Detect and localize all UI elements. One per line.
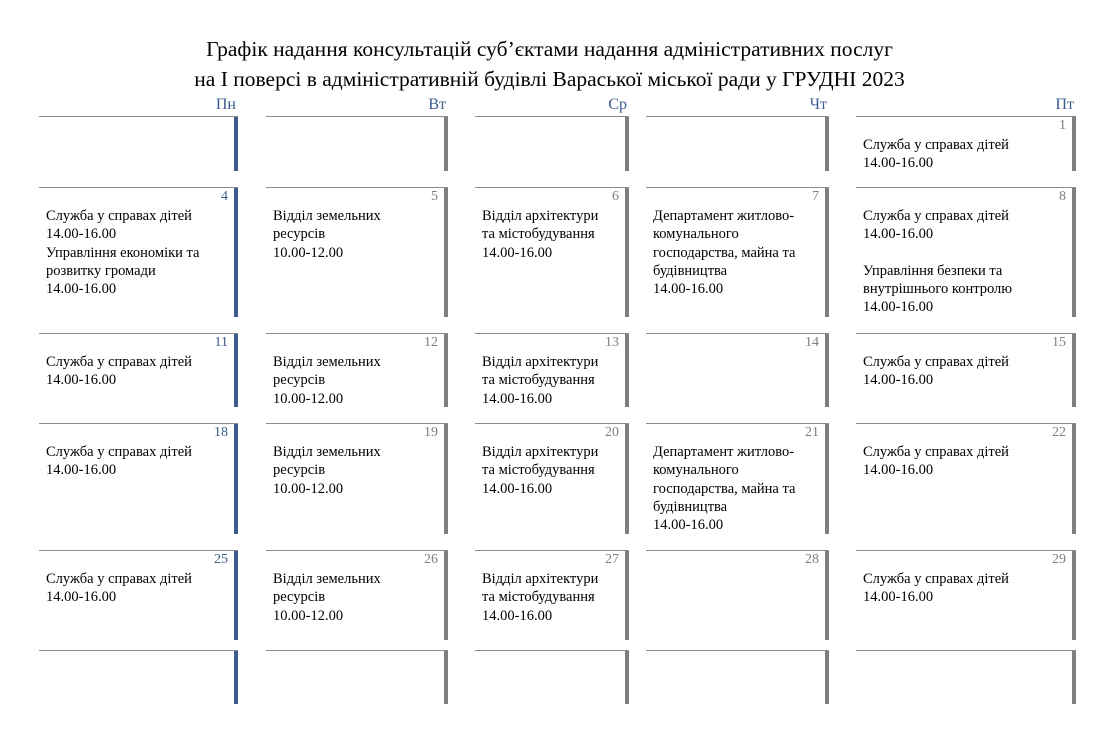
entry-line: Департамент житлово- — [653, 208, 795, 224]
entry-line: Відділ архітектури — [482, 571, 599, 587]
cell-divider-bar — [625, 651, 629, 704]
entry-line: ресурсів — [273, 589, 326, 606]
cell-divider-bar — [625, 424, 629, 534]
entry-line: комунального — [653, 462, 739, 479]
weekday-header: Вт — [428, 96, 446, 113]
entry-line: комунального — [653, 226, 739, 243]
calendar-day-cell — [39, 333, 238, 407]
cell-divider-bar — [825, 651, 829, 704]
entry-line: Служба у справах дітей — [863, 137, 1009, 153]
entry-line: 14.00-16.00 — [863, 589, 934, 606]
cell-divider-bar — [1072, 424, 1076, 534]
day-number: 6 — [612, 189, 619, 204]
cell-divider-bar — [444, 424, 448, 534]
calendar-day-cell — [856, 333, 1076, 407]
consultation-entry — [482, 570, 619, 625]
consultation-entry — [46, 443, 228, 480]
day-number: 12 — [424, 335, 438, 350]
page-title — [0, 34, 1099, 94]
calendar-day-cell — [475, 650, 629, 704]
day-number: 22 — [1052, 425, 1066, 440]
calendar-day-cell — [39, 116, 238, 171]
consultation-entry — [273, 353, 438, 408]
day-number: 13 — [605, 335, 619, 350]
entry-line: Відділ земельних — [273, 354, 381, 370]
cell-divider-bar — [444, 651, 448, 704]
calendar-day-cell — [856, 423, 1076, 534]
entry-line: Служба у справах дітей — [863, 571, 1009, 587]
calendar-day-cell — [475, 116, 629, 171]
calendar-day-cell — [646, 116, 829, 171]
entry-line: Служба у справах дітей — [46, 444, 192, 460]
cell-divider-bar — [825, 551, 829, 640]
calendar-day-cell — [266, 333, 448, 407]
consultation-entry — [46, 207, 228, 298]
cell-divider-bar — [234, 651, 238, 704]
entry-line: Управління економіки та — [46, 244, 200, 261]
entry-line: 14.00-16.00 — [482, 607, 553, 624]
cell-divider-bar — [234, 334, 238, 407]
calendar-day-cell — [856, 650, 1076, 704]
consultation-entry — [273, 443, 438, 498]
entry-line: 14.00-16.00 — [653, 281, 724, 298]
entry-line: та містобудування — [482, 462, 595, 479]
entry-line: господарства, майна та — [653, 244, 796, 261]
consultation-entry — [273, 570, 438, 625]
cell-divider-bar — [234, 117, 238, 171]
calendar-day-cell — [475, 187, 629, 317]
entry-line: 14.00-16.00 — [653, 517, 724, 534]
day-number: 7 — [812, 189, 819, 204]
entry-line: 10.00-12.00 — [273, 244, 344, 261]
cell-divider-bar — [444, 551, 448, 640]
consultation-entry — [863, 443, 1066, 480]
cell-divider-bar — [444, 188, 448, 317]
calendar-day-cell — [475, 423, 629, 534]
calendar-day-cell — [475, 550, 629, 640]
calendar-day-cell — [646, 187, 829, 317]
calendar-day-cell — [266, 116, 448, 171]
entry-line: ресурсів — [273, 226, 326, 243]
entry-line: 14.00-16.00 — [863, 462, 934, 479]
cell-divider-bar — [1072, 651, 1076, 704]
entry-line: будівництва — [653, 498, 728, 515]
entry-line: Служба у справах дітей — [46, 354, 192, 370]
consultation-entry — [273, 207, 438, 262]
entry-line: 14.00-16.00 — [46, 589, 117, 606]
entry-line: ресурсів — [273, 372, 326, 389]
day-number: 25 — [214, 552, 228, 567]
calendar-day-cell — [39, 650, 238, 704]
entry-line: 14.00-16.00 — [46, 226, 117, 243]
entry-line: та містобудування — [482, 226, 595, 243]
entry-line: Департамент житлово- — [653, 444, 795, 460]
entry-line: будівництва — [653, 262, 728, 279]
day-number: 14 — [805, 335, 819, 350]
cell-divider-bar — [1072, 551, 1076, 640]
title-line-2: на I поверсі в адміністративній будівлі Вараської міської ради у ГРУДНІ 2023 — [194, 67, 905, 91]
day-number: 8 — [1059, 189, 1066, 204]
entry-line: внутрішнього контролю — [863, 280, 1013, 297]
day-number: 18 — [214, 425, 228, 440]
entry-line: Відділ архітектури — [482, 444, 599, 460]
day-number: 26 — [424, 552, 438, 567]
day-number: 15 — [1052, 335, 1066, 350]
day-number: 1 — [1059, 118, 1066, 133]
entry-line: Відділ земельних — [273, 571, 381, 587]
calendar-day-cell — [266, 187, 448, 317]
calendar-day-cell — [266, 423, 448, 534]
day-number: 19 — [424, 425, 438, 440]
consultation-entry — [482, 353, 619, 408]
calendar-day-cell — [646, 333, 829, 407]
consultation-entry — [653, 207, 819, 298]
consultation-entry — [482, 207, 619, 262]
cell-divider-bar — [825, 117, 829, 171]
entry-line: 14.00-16.00 — [863, 299, 934, 316]
entry-line: Відділ земельних — [273, 444, 381, 460]
cell-divider-bar — [234, 424, 238, 534]
day-number: 4 — [221, 189, 228, 204]
day-number: 21 — [805, 425, 819, 440]
calendar-day-cell — [856, 550, 1076, 640]
entry-line: розвитку громади — [46, 262, 156, 279]
cell-divider-bar — [625, 551, 629, 640]
consultation-entry — [863, 570, 1066, 607]
cell-divider-bar — [1072, 117, 1076, 171]
entry-line: господарства, майна та — [653, 480, 796, 497]
cell-divider-bar — [1072, 334, 1076, 407]
entry-line: Служба у справах дітей — [863, 208, 1009, 224]
title-line-1: Графік надання консультацій суб’єктами надання адміністративних послуг — [206, 37, 893, 61]
entry-line: 14.00-16.00 — [46, 281, 117, 298]
entry-line: 10.00-12.00 — [273, 480, 344, 497]
cell-divider-bar — [234, 551, 238, 640]
cell-divider-bar — [825, 424, 829, 534]
entry-line: 10.00-12.00 — [273, 607, 344, 624]
cell-divider-bar — [234, 188, 238, 317]
cell-divider-bar — [825, 188, 829, 317]
consultation-entry — [482, 443, 619, 498]
cell-divider-bar — [1072, 188, 1076, 317]
calendar-day-cell — [646, 550, 829, 640]
calendar-day-cell — [266, 550, 448, 640]
cell-divider-bar — [825, 334, 829, 407]
day-number: 28 — [805, 552, 819, 567]
cell-divider-bar — [625, 334, 629, 407]
entry-line: 14.00-16.00 — [482, 480, 553, 497]
weekday-header: Пт — [1055, 96, 1074, 113]
calendar-day-cell — [475, 333, 629, 407]
consultation-entry — [863, 353, 1066, 390]
weekday-header: Чт — [809, 96, 827, 113]
entry-line: та містобудування — [482, 589, 595, 606]
entry-line: ресурсів — [273, 462, 326, 479]
consultation-entry — [46, 570, 228, 607]
entry-line: 14.00-16.00 — [863, 372, 934, 389]
entry-line: Служба у справах дітей — [46, 208, 192, 224]
calendar-day-cell — [646, 650, 829, 704]
entry-line: Служба у справах дітей — [863, 354, 1009, 370]
entry-line: 14.00-16.00 — [482, 244, 553, 261]
calendar-day-cell — [266, 650, 448, 704]
entry-line: Відділ земельних — [273, 208, 381, 224]
cell-divider-bar — [625, 117, 629, 171]
cell-divider-bar — [444, 117, 448, 171]
consultation-entry — [863, 207, 1066, 316]
entry-line: Управління безпеки та — [863, 262, 1003, 279]
calendar-day-cell — [856, 116, 1076, 171]
entry-line: 14.00-16.00 — [482, 390, 553, 407]
consultation-entry — [46, 353, 228, 390]
calendar-day-cell — [646, 423, 829, 534]
weekday-header: Ср — [608, 96, 627, 113]
day-number: 20 — [605, 425, 619, 440]
cell-divider-bar — [444, 334, 448, 407]
entry-line: Служба у справах дітей — [863, 444, 1009, 460]
consultation-entry — [863, 136, 1066, 173]
consultation-entry — [653, 443, 819, 534]
calendar-day-cell — [39, 423, 238, 534]
entry-line: Відділ архітектури — [482, 208, 599, 224]
calendar-day-cell — [856, 187, 1076, 317]
entry-line: 14.00-16.00 — [46, 462, 117, 479]
calendar-day-cell — [39, 187, 238, 317]
day-number: 5 — [431, 189, 438, 204]
entry-line: 14.00-16.00 — [863, 155, 934, 172]
weekday-header: Пн — [215, 96, 236, 113]
entry-line: Служба у справах дітей — [46, 571, 192, 587]
entry-line: 10.00-12.00 — [273, 390, 344, 407]
entry-line: та містобудування — [482, 372, 595, 389]
cell-divider-bar — [625, 188, 629, 317]
calendar-day-cell — [39, 550, 238, 640]
entry-line: 14.00-16.00 — [863, 226, 934, 243]
entry-line: 14.00-16.00 — [46, 372, 117, 389]
day-number: 27 — [605, 552, 619, 567]
entry-line: Відділ архітектури — [482, 354, 599, 370]
day-number: 29 — [1052, 552, 1066, 567]
day-number: 11 — [214, 335, 228, 350]
